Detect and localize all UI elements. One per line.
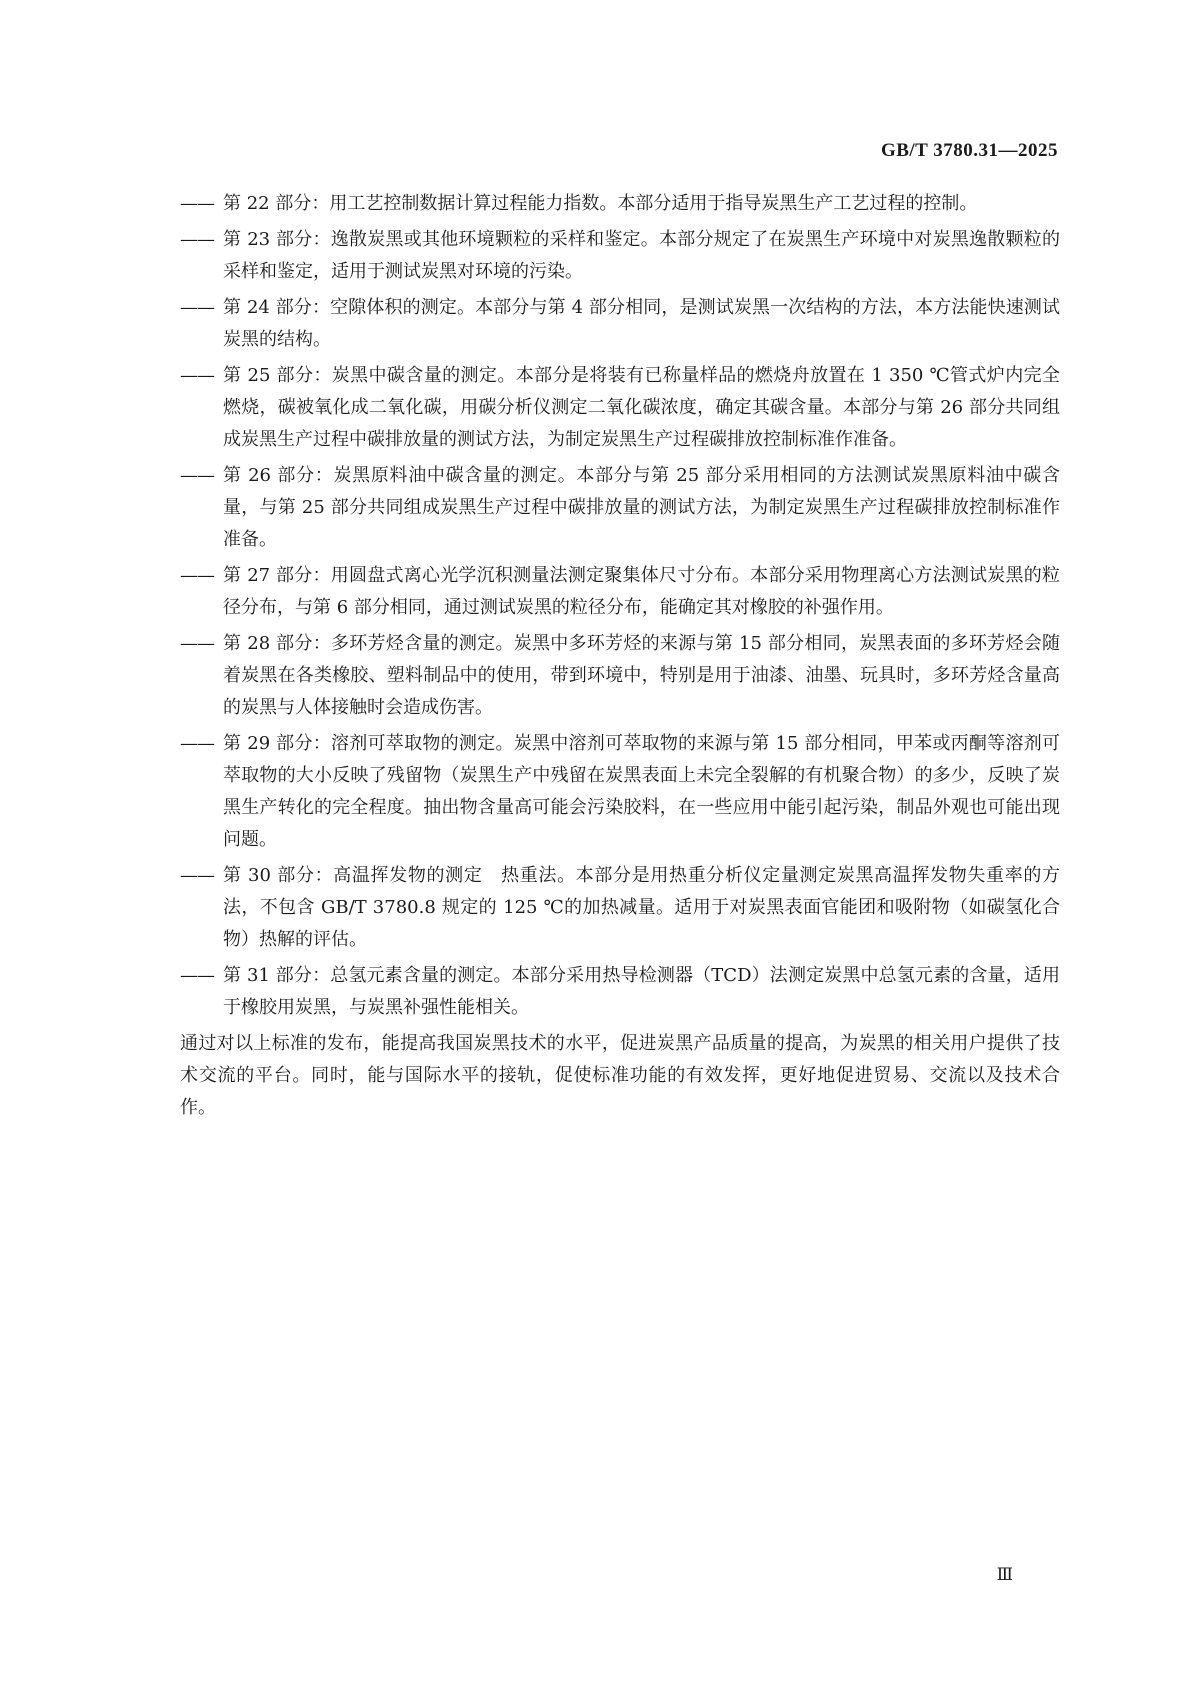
list-item-part-30 <box>180 860 1060 956</box>
list-item-part-22 <box>180 188 1060 220</box>
standard-number-header: GB/T 3780.31—2025 <box>880 140 1058 161</box>
list-dash: —— <box>180 565 214 586</box>
list-item-text: 第 23 部分：逸散炭黑或其他环境颗粒的采样和鉴定。本部分规定了在炭黑生产环境中对炭黑逸散颗粒的采样和鉴定，适用于测试炭黑对环境的污染。 <box>223 229 1060 282</box>
list-dash: —— <box>180 733 214 754</box>
list-dash: —— <box>180 633 214 654</box>
list-dash: —— <box>180 865 214 886</box>
list-item-part-27 <box>180 560 1060 624</box>
page-number: Ⅲ <box>996 1565 1013 1584</box>
list-item-text: 第 24 部分：空隙体积的测定。本部分与第 4 部分相同，是测试炭黑一次结构的方法，本方法能快速测试炭黑的结构。 <box>223 297 1060 350</box>
list-item-text: 第 22 部分：用工艺控制数据计算过程能力指数。本部分适用于指导炭黑生产工艺过程的控制。 <box>223 193 978 214</box>
list-item-part-29 <box>180 728 1060 856</box>
list-dash: —— <box>180 297 214 318</box>
list-dash: —— <box>180 193 214 214</box>
list-item-text: 第 29 部分：溶剂可萃取物的测定。炭黑中溶剂可萃取物的来源与第 15 部分相同，甲苯或丙酮等溶剂可萃取物的大小反映了残留物（炭黑生产中残留在炭黑表面上未完全裂解的有机聚合物）的多少，反映了炭黑生产转化的完全程度。抽出物含量高可能会污染胶料，在一些应用中能引起污染，制品外观也可能出现问题。 <box>223 733 1060 850</box>
list-dash: —— <box>180 465 214 486</box>
closing-paragraph: 通过对以上标准的发布，能提高我国炭黑技术的水平，促进炭黑产品质量的提高，为炭黑的相关用户提供了技术交流的平台。同时，能与国际水平的接轨，促使标准功能的有效发挥，更好地促进贸易、交流以及技术合作。 <box>180 1033 1060 1118</box>
list-item-text: 第 31 部分：总氢元素含量的测定。本部分采用热导检测器（TCD）法测定炭黑中总氢元素的含量，适用于橡胶用炭黑，与炭黑补强性能相关。 <box>223 965 1060 1018</box>
list-item-text: 第 28 部分：多环芳烃含量的测定。炭黑中多环芳烃的来源与第 15 部分相同，炭黑表面的多环芳烃会随着炭黑在各类橡胶、塑料制品中的使用，带到环境中，特别是用于油漆、油墨、玩具时，多环芳烃含量高的炭黑与人体接触时会造成伤害。 <box>223 633 1060 718</box>
list-item-text: 第 25 部分：炭黑中碳含量的测定。本部分是将装有已称量样品的燃烧舟放置在 1 350 ℃管式炉内完全燃烧，碳被氧化成二氧化碳，用碳分析仪测定二氧化碳浓度，确定其碳含量。本部分与第 26 部分共同组成炭黑生产过程中碳排放量的测试方法，为制定炭黑生产过程碳排放控制标准作准备。 <box>223 365 1060 450</box>
list-dash: —— <box>180 229 214 250</box>
list-item-text: 第 26 部分：炭黑原料油中碳含量的测定。本部分与第 25 部分采用相同的方法测试炭黑原料油中碳含量，与第 25 部分共同组成炭黑生产过程中碳排放量的测试方法，为制定炭黑生产过程碳排放控制标准作准备。 <box>223 465 1060 550</box>
list-item-part-31 <box>180 960 1060 1024</box>
list-item-part-28 <box>180 628 1060 724</box>
list-item-part-23 <box>180 224 1060 288</box>
document-body <box>180 188 1060 1124</box>
list-dash: —— <box>180 365 214 386</box>
list-item-part-26 <box>180 460 1060 556</box>
list-item-text: 第 27 部分：用圆盘式离心光学沉积测量法测定聚集体尺寸分布。本部分采用物理离心方法测试炭黑的粒径分布，与第 6 部分相同，通过测试炭黑的粒径分布，能确定其对橡胶的补强作用。 <box>223 565 1060 618</box>
list-item-text: 第 30 部分：高温挥发物的测定 热重法。本部分是用热重分析仪定量测定炭黑高温挥发物失重率的方法，不包含 GB/T 3780.8 规定的 125 ℃的加热减量。适用于对炭黑表面官能团和吸附物（如碳氢化合物）热解的评估。 <box>223 865 1060 950</box>
list-item-part-24 <box>180 292 1060 356</box>
list-dash: —— <box>180 965 214 986</box>
list-item-part-25 <box>180 360 1060 456</box>
